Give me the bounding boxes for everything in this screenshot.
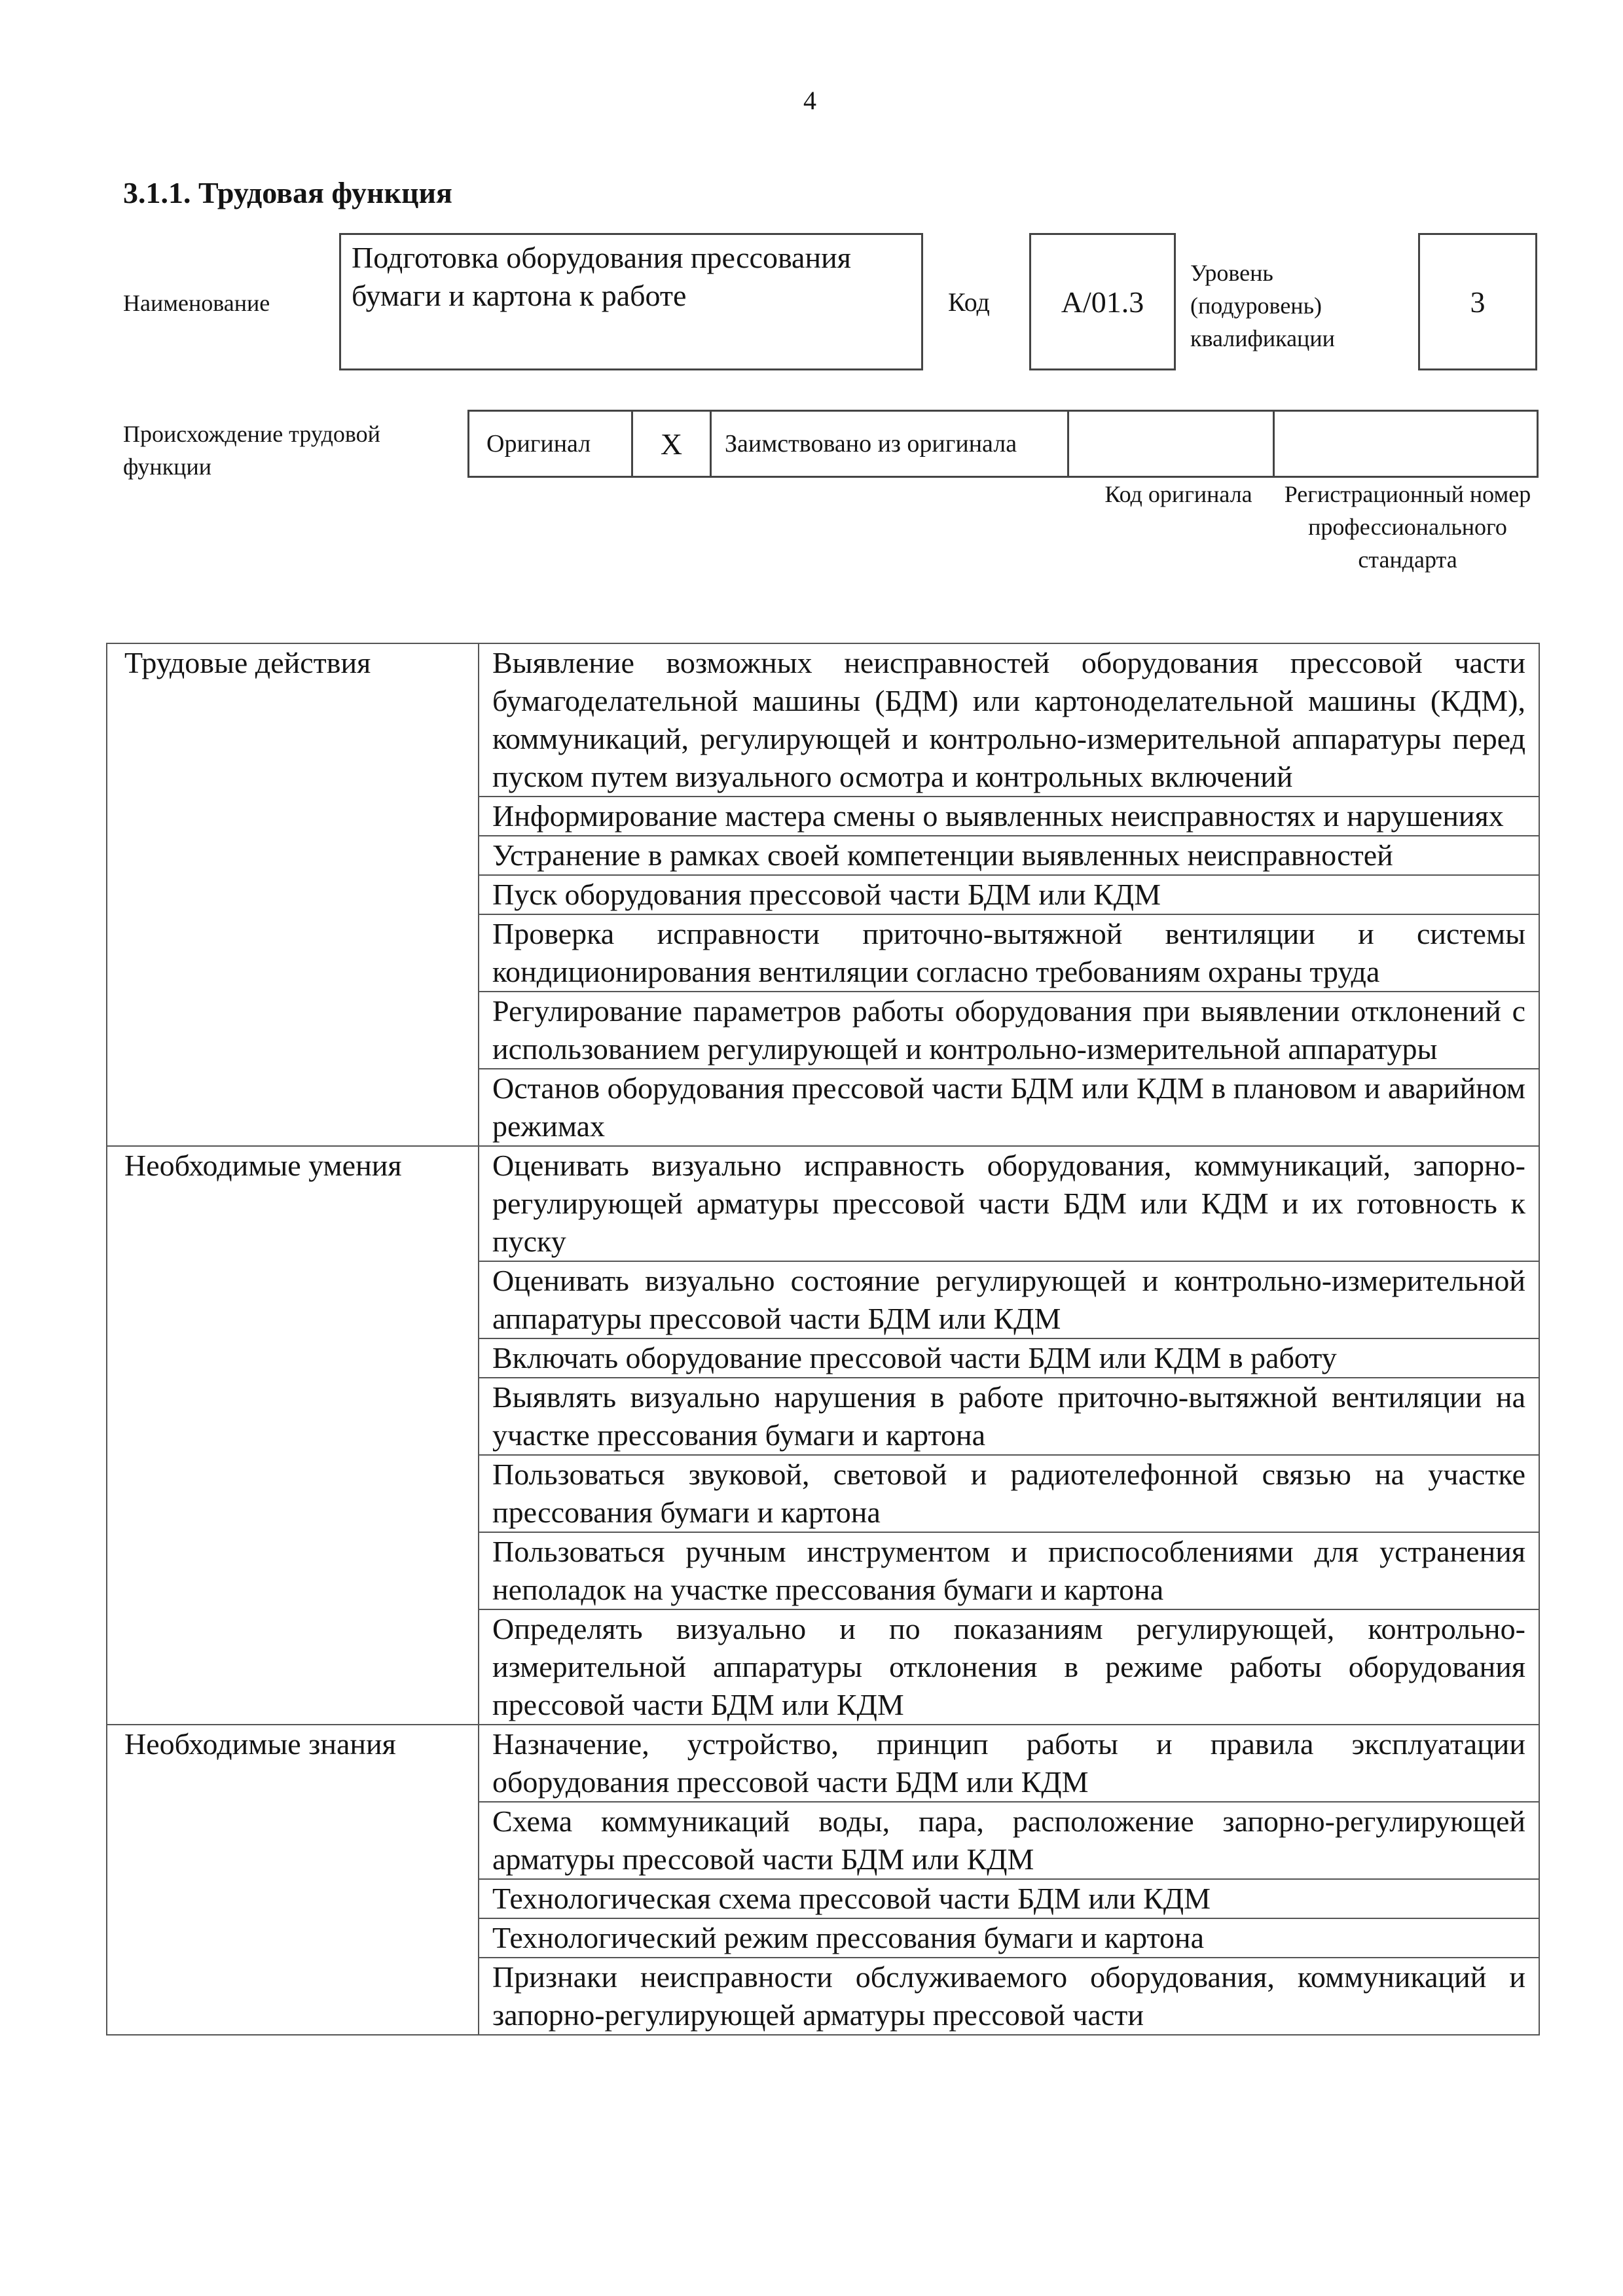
section-item: Выявление возможных неисправностей оборудования прессовой части бумагоделательной машины (БДМ) или картоноделательной машины (КДМ), коммуникаций, регулирующей и контрольно-измерительной аппаратуры перед пуском путем визуального осмотра и контрольных включений [479,643,1539,797]
original-label: Оригинал [486,430,591,457]
section-item: Устранение в рамках своей компетенции выявленных неисправностей [479,836,1539,875]
function-name-value: Подготовка оборудования прессования бумаги и картона к работе [352,241,851,312]
section-item: Схема коммуникаций воды, пара, расположение запорно-регулирующей арматуры прессовой части БДМ или КДМ [479,1802,1539,1879]
level-box [1418,233,1537,370]
code-label: Код [948,287,990,317]
section-item: Останов оборудования прессовой части БДМ или КДМ в плановом и аварийном режимах [479,1069,1539,1146]
function-details-table [106,643,1540,2036]
code-value: А/01.3 [1061,285,1144,319]
level-label: Уровень (подуровень) квалификации [1190,260,1335,351]
section-category: Трудовые действия [107,643,479,1146]
section-item: Выявлять визуально нарушения в работе приточно-вытяжной вентиляции на участке прессования бумаги и картона [479,1378,1539,1455]
section-item: Оценивать визуально исправность оборудования, коммуникаций, запорно-регулирующей арматуры прессовой части БДМ или КДМ и их готовность к пуску [479,1146,1539,1261]
section-item: Оценивать визуально состояние регулирующей и контрольно-измерительной аппаратуры прессовой части БДМ или КДМ [479,1261,1539,1338]
section-item: Определять визуально и по показаниям регулирующей, контрольно-измерительной аппаратуры отклонения в режиме работы оборудования прессовой части БДМ или КДМ [479,1609,1539,1725]
reg-number-cell [1275,412,1537,476]
section-item: Технологическая схема прессовой части БДМ или КДМ [479,1879,1539,1918]
borrowed-label: Заимствовано из оригинала [725,430,1017,457]
section-item: Пользоваться ручным инструментом и приспособлениями для устранения неполадок на участке прессования бумаги и картона [479,1532,1539,1609]
page-number: 4 [803,86,816,115]
table-row [107,1725,1539,1802]
original-code-cell [1069,412,1275,476]
section-item: Пользоваться звуковой, световой и радиотелефонной связью на участке прессования бумаги и картона [479,1455,1539,1532]
original-mark: X [660,427,683,461]
origin-row [467,410,1539,478]
original-mark-cell [633,412,712,476]
table-row [107,643,1539,797]
original-cell [469,412,633,476]
section-item: Регулирование параметров работы оборудования при выявлении отклонений с использованием регулирующей и контрольно-измерительной аппаратуры [479,992,1539,1069]
reg-number-caption: Регистрационный номер профессионального стандарта [1284,481,1531,573]
section-item: Включать оборудование прессовой части БДМ или КДМ в работу [479,1338,1539,1378]
section-category: Необходимые знания [107,1725,479,2035]
section-item: Проверка исправности приточно-вытяжной вентиляции и системы кондиционирования вентиляции согласно требованиям охраны труда [479,914,1539,992]
section-category: Необходимые умения [107,1146,479,1725]
section-title: 3.1.1. Трудовая функция [123,176,452,209]
section-item: Пуск оборудования прессовой части БДМ или КДМ [479,875,1539,914]
table-row [107,1146,1539,1261]
code-box [1029,233,1176,370]
function-name-box [339,233,923,370]
original-code-caption: Код оригинала [1104,481,1252,507]
origin-label: Происхождение трудовой функции [123,421,380,480]
section-item: Признаки неисправности обслуживаемого оборудования, коммуникаций и запорно-регулирующей арматуры прессовой части [479,1958,1539,2035]
level-value: 3 [1470,285,1486,319]
section-item: Технологический режим прессования бумаги и картона [479,1918,1539,1958]
borrowed-cell [712,412,1069,476]
section-item: Информирование мастера смены о выявленных неисправностях и нарушениях [479,797,1539,836]
section-item: Назначение, устройство, принцип работы и правила эксплуатации оборудования прессовой части БДМ или КДМ [479,1725,1539,1802]
name-label: Наименование [123,290,270,316]
